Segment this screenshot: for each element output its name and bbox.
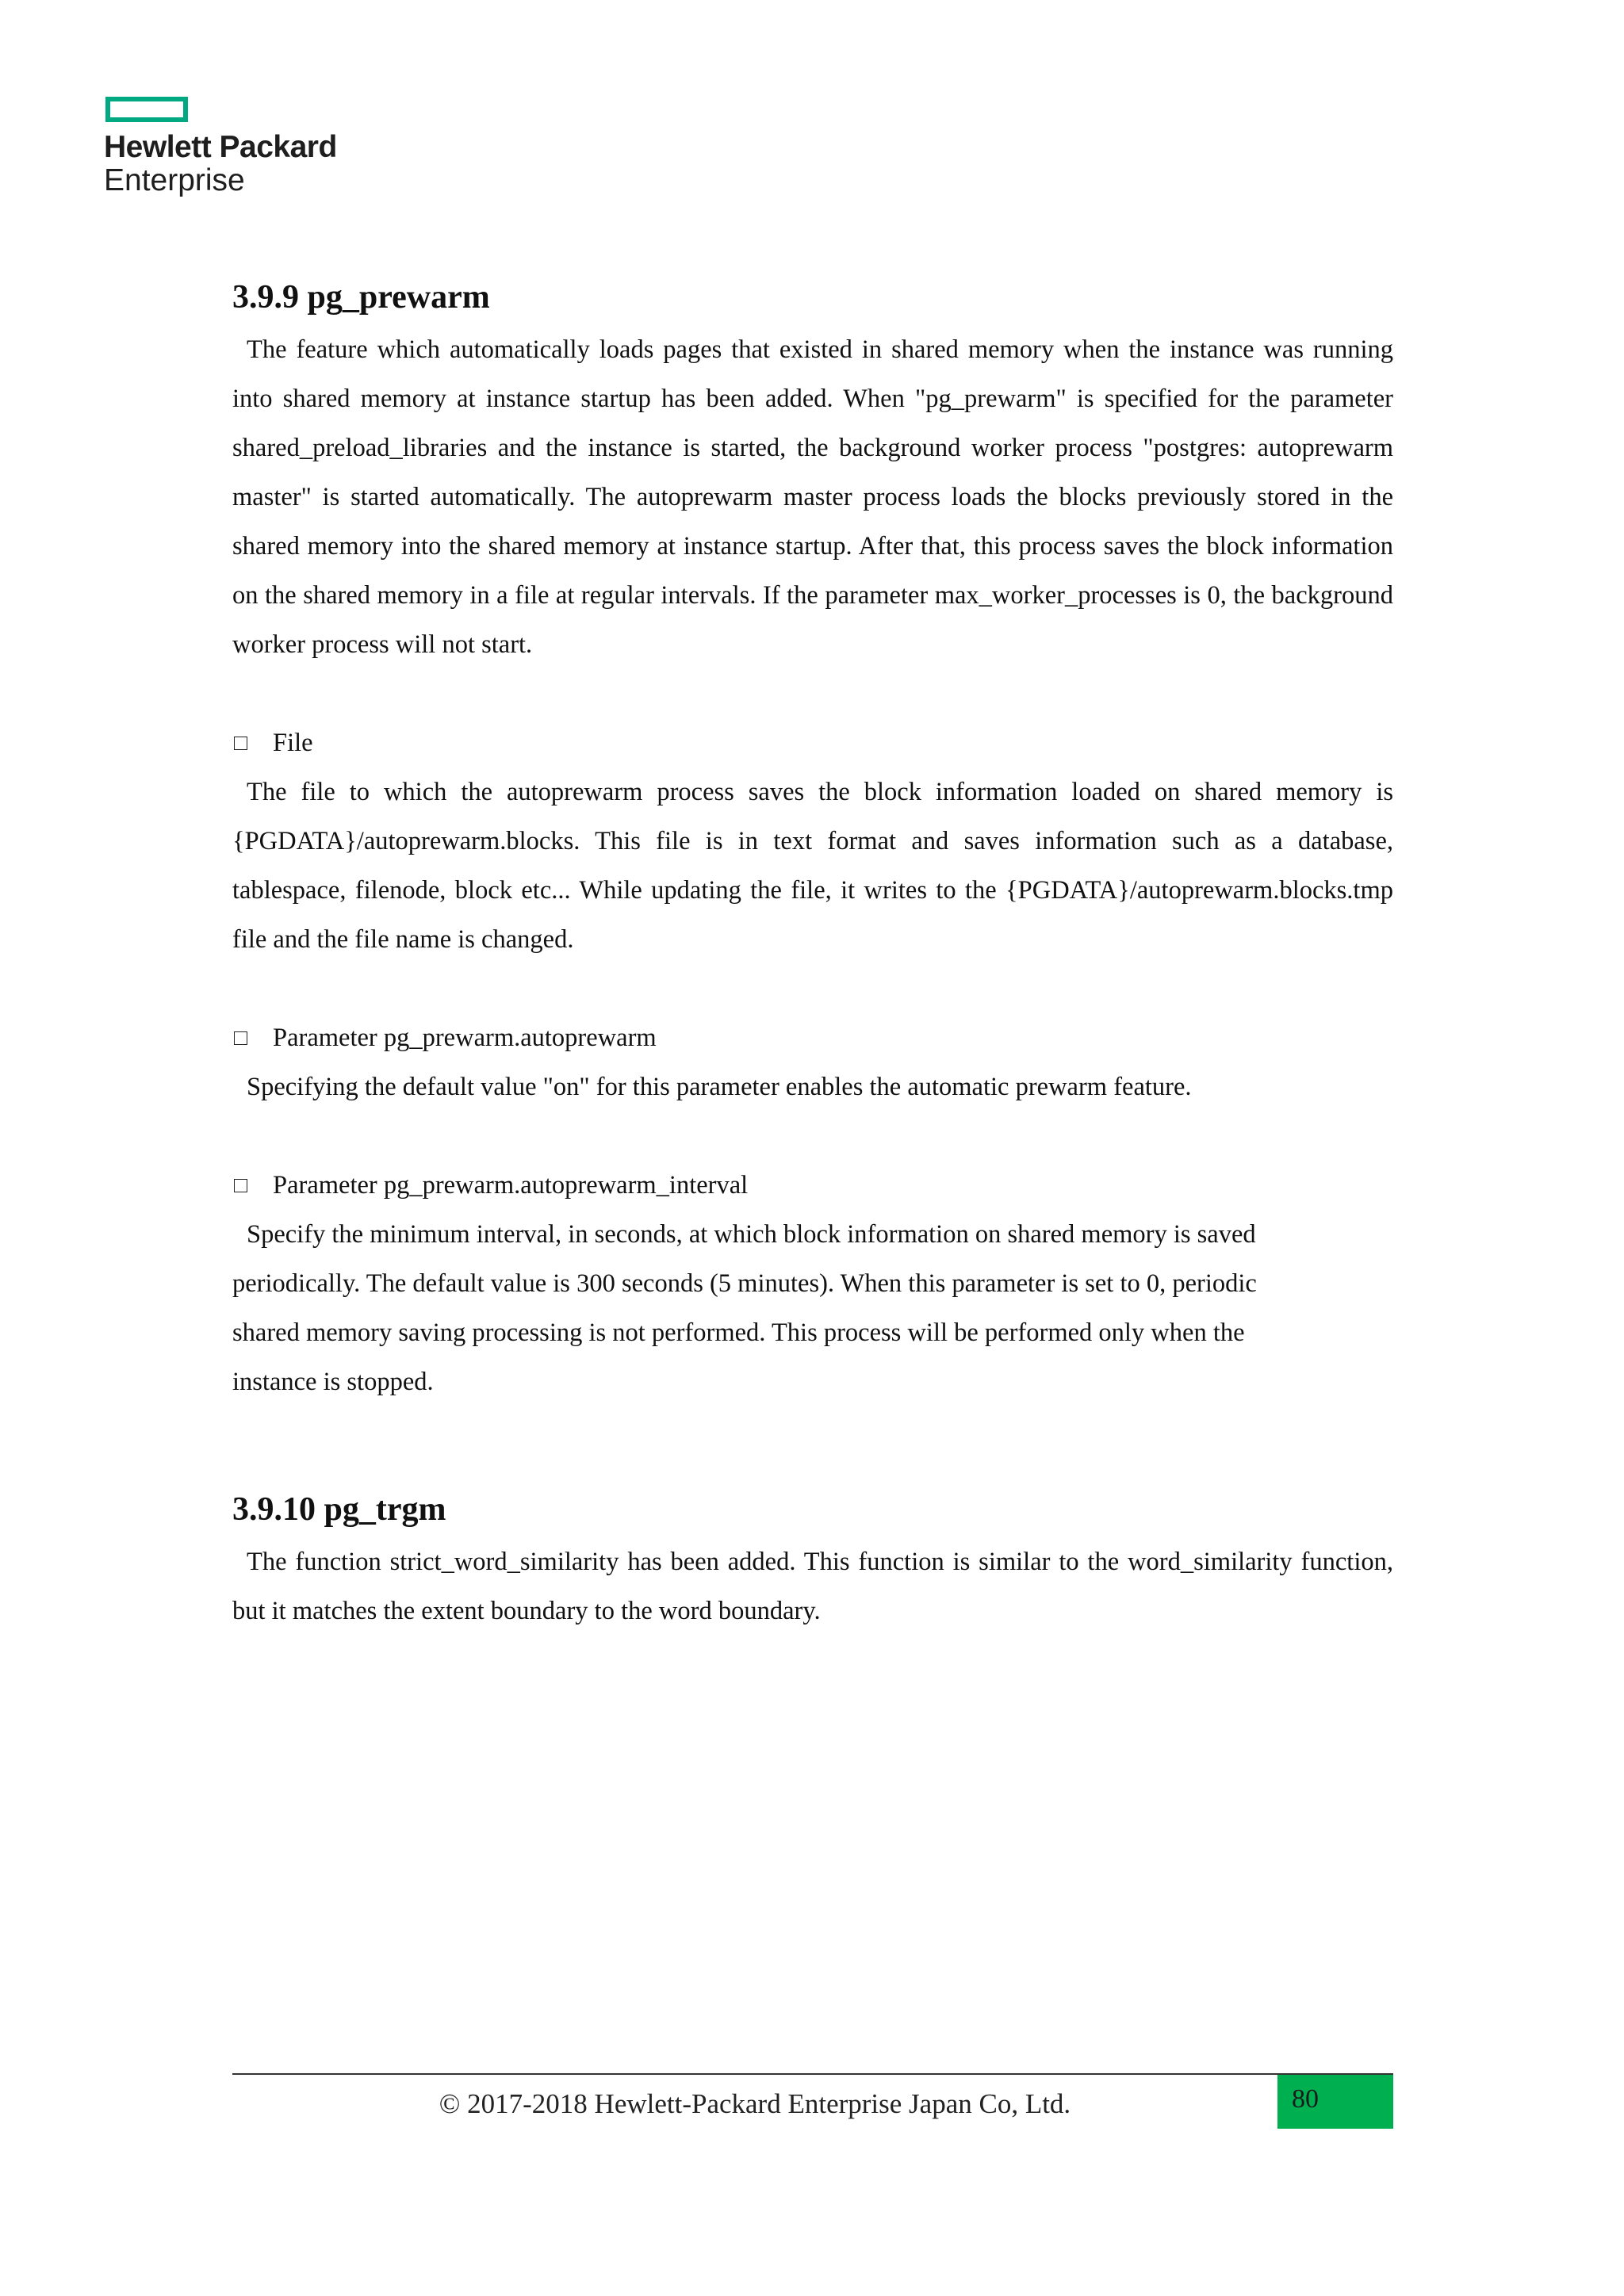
section-body-paragraph: The function strict_word_similarity has been added. This function is similar to the word_similarity function, but it matches the extent boundary to the word boundary. xyxy=(232,1548,1393,1625)
bullet-body-paragraph xyxy=(232,1210,1393,1406)
section-heading-pg-prewarm: 3.9.9 pg_prewarm xyxy=(232,279,490,316)
body-line: shared memory saving processing is not performed. This process will be performed only when the xyxy=(232,1318,1245,1347)
page-number-badge xyxy=(1277,2075,1393,2129)
logo-text-line1: Hewlett Packard xyxy=(104,130,337,164)
bullet-body-paragraph: The file to which the autoprewarm process saves the block information loaded on shared memory is {PGDATA}/autoprewarm.blocks. This file is in text format and saves information such as a database, tablespace, filenode, block etc... While updating the file, it writes to the {PGDATA}/autoprewarm.blocks.tmp file and the file name is changed. xyxy=(232,778,1393,954)
bullet-item-autoprewarm xyxy=(232,1013,1393,1062)
section-heading-pg-trgm: 3.9.10 pg_trgm xyxy=(232,1491,446,1528)
checkbox-bullet-icon xyxy=(234,737,247,750)
section-intro-paragraph: The feature which automatically loads pages that existed in shared memory when the instance was running into shared memory at instance startup has been added. When "pg_prewarm" is specified for the parameter shared_preload_libraries and the instance is started, the background worker process "postgres: autoprewarm master" is started automatically. The autoprewarm master process loads the blocks previously stored in the shared memory into the shared memory at instance startup. After that, this process saves the block information on the shared memory in a file at regular intervals. If the parameter max_worker_processes is 0, the background worker process will not start. xyxy=(232,335,1393,659)
bullet-item-autoprewarm-interval xyxy=(232,1161,1393,1210)
bullet-body-paragraph: Specifying the default value "on" for this parameter enables the automatic prewarm feature. xyxy=(247,1073,1192,1101)
logo-text-line2: Enterprise xyxy=(104,163,245,197)
page-content xyxy=(232,270,1393,1636)
hpe-logo xyxy=(104,94,358,205)
bullet-item-file xyxy=(232,718,1393,767)
footer-copyright: © 2017-2018 Hewlett-Packard Enterprise Japan Co, Ltd. xyxy=(439,2088,1071,2119)
hpe-logo-mark-icon xyxy=(105,97,188,122)
checkbox-bullet-icon xyxy=(234,1031,247,1045)
body-line: Specify the minimum interval, in seconds, at which block information on shared memory is saved xyxy=(247,1220,1256,1249)
checkbox-bullet-icon xyxy=(234,1179,247,1192)
bullet-title: File xyxy=(273,729,313,757)
page-number: 80 xyxy=(1292,2084,1319,2114)
footer-divider xyxy=(232,2073,1393,2075)
body-line: periodically. The default value is 300 seconds (5 minutes). When this parameter is set to 0, periodic xyxy=(232,1269,1257,1298)
body-line: instance is stopped. xyxy=(232,1368,434,1396)
bullet-title: Parameter pg_prewarm.autoprewarm xyxy=(273,1024,657,1052)
bullet-title: Parameter pg_prewarm.autoprewarm_interval xyxy=(273,1171,749,1200)
